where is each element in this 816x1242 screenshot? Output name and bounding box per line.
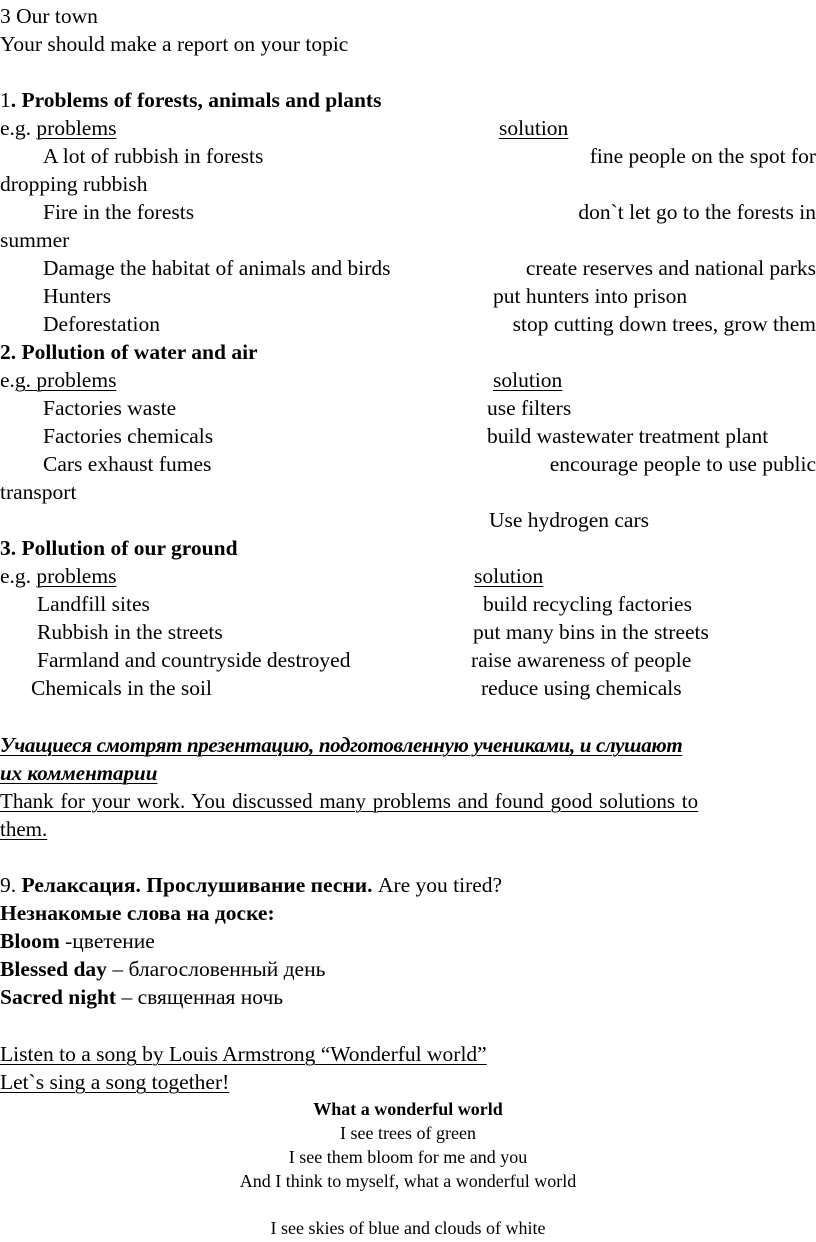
section-3-heading: 3. Pollution of our ground (0, 536, 238, 560)
song-line: I see trees of green (340, 1123, 476, 1143)
problem-item: Cars exhaust fumes (43, 452, 212, 476)
solution-continuation: summer (0, 228, 70, 252)
problem-item: Factories chemicals (43, 424, 214, 448)
vocab-item: Sacred night – священная ночь (0, 985, 284, 1009)
vocab-meaning: благословенный день (128, 957, 326, 981)
song-line: I see them bloom for me and you (288, 1147, 528, 1167)
relax-question: Are you tired? (372, 873, 503, 897)
presentation-instruction-cont: их комментарии (0, 761, 158, 785)
vocab-term: Sacred night (0, 985, 117, 1009)
solution-item: put hunters into prison (493, 284, 688, 308)
solution-item: Use hydrogen cars (489, 508, 650, 532)
section-1-number: 1 (0, 88, 11, 112)
problem-item: Damage the habitat of animals and birds (43, 256, 391, 280)
problem-item: Rubbish in the streets (37, 620, 223, 644)
solution-item: stop cutting down trees, grow them (512, 312, 816, 336)
listen-instruction: Listen to a song by Louis Armstrong “Wonderful world” (0, 1042, 487, 1066)
song-title: What a wonderful world (313, 1099, 503, 1119)
doc-subtitle: Your should make a report on your topic (0, 32, 349, 56)
song-line: And I think to myself, what a wonderful world (239, 1171, 577, 1191)
solution-item: create reserves and national parks (525, 256, 816, 280)
problem-item: Hunters (43, 284, 112, 308)
section-1-heading (0, 86, 381, 114)
solution-label: solution (499, 116, 569, 140)
thanks-text: Thank for your work. You discussed many problems and found good solutions to (0, 789, 699, 813)
solution-item: encourage people to use public (549, 452, 816, 476)
section-1-eg: e.g. problems (0, 116, 117, 140)
problems-label: problems (36, 116, 117, 140)
vocab-item: Blessed day – благословенный день (0, 957, 326, 981)
problem-item: Factories waste (43, 396, 177, 420)
problem-item: Chemicals in the soil (31, 676, 212, 700)
section-2-heading: 2. Pollution of water and air (0, 340, 258, 364)
vocab-term: Blessed day (0, 957, 107, 981)
solution-item: fine people on the spot for (589, 144, 816, 168)
solution-item: reduce using chemicals (481, 676, 682, 700)
thanks-text-cont: them. (0, 817, 48, 841)
section-3-eg: e.g. problems (0, 564, 117, 588)
section-1-title: . Problems of forests, animals and plants (10, 88, 382, 112)
sing-instruction: Let`s sing a song together! (0, 1070, 230, 1094)
vocab-meaning: цветение (72, 929, 155, 953)
vocab-meaning: священная ночь (137, 985, 284, 1009)
solution-continuation: dropping rubbish (0, 172, 148, 196)
problem-item: Landfill sites (37, 592, 150, 616)
problems-label: g. problems (14, 368, 117, 392)
problem-item: Deforestation (43, 312, 161, 336)
problem-item: Fire in the forests (43, 200, 195, 224)
solution-item: raise awareness of people (471, 648, 692, 672)
vocab-item: Bloom -цветение (0, 929, 155, 953)
presentation-instruction: Учащиеся смотрят презентацию, подготовленную учениками, и слушают (0, 733, 683, 757)
solution-continuation: transport (0, 480, 77, 504)
words-heading: Незнакомые слова на доске: (0, 901, 275, 925)
relax-title: Релаксация. Прослушивание песни. (21, 873, 373, 897)
problem-item: Farmland and countryside destroyed (37, 648, 351, 672)
section-2-eg: e.g. problems (0, 368, 117, 392)
solution-label: solution (474, 564, 544, 588)
vocab-term: Bloom (0, 929, 60, 953)
solution-label: solution (493, 368, 563, 392)
solution-item: build recycling factories (483, 592, 692, 616)
solution-item: use filters (487, 396, 572, 420)
problems-label: problems (36, 564, 117, 588)
doc-title: 3 Our town (0, 4, 98, 28)
song-line: I see skies of blue and clouds of white (270, 1218, 546, 1238)
relax-number: 9. (0, 873, 22, 897)
relax-line (0, 871, 502, 899)
problem-item: A lot of rubbish in forests (43, 144, 264, 168)
solution-item: put many bins in the streets (473, 620, 709, 644)
solution-item: don`t let go to the forests in (578, 200, 816, 224)
solution-item: build wastewater treatment plant (487, 424, 769, 448)
